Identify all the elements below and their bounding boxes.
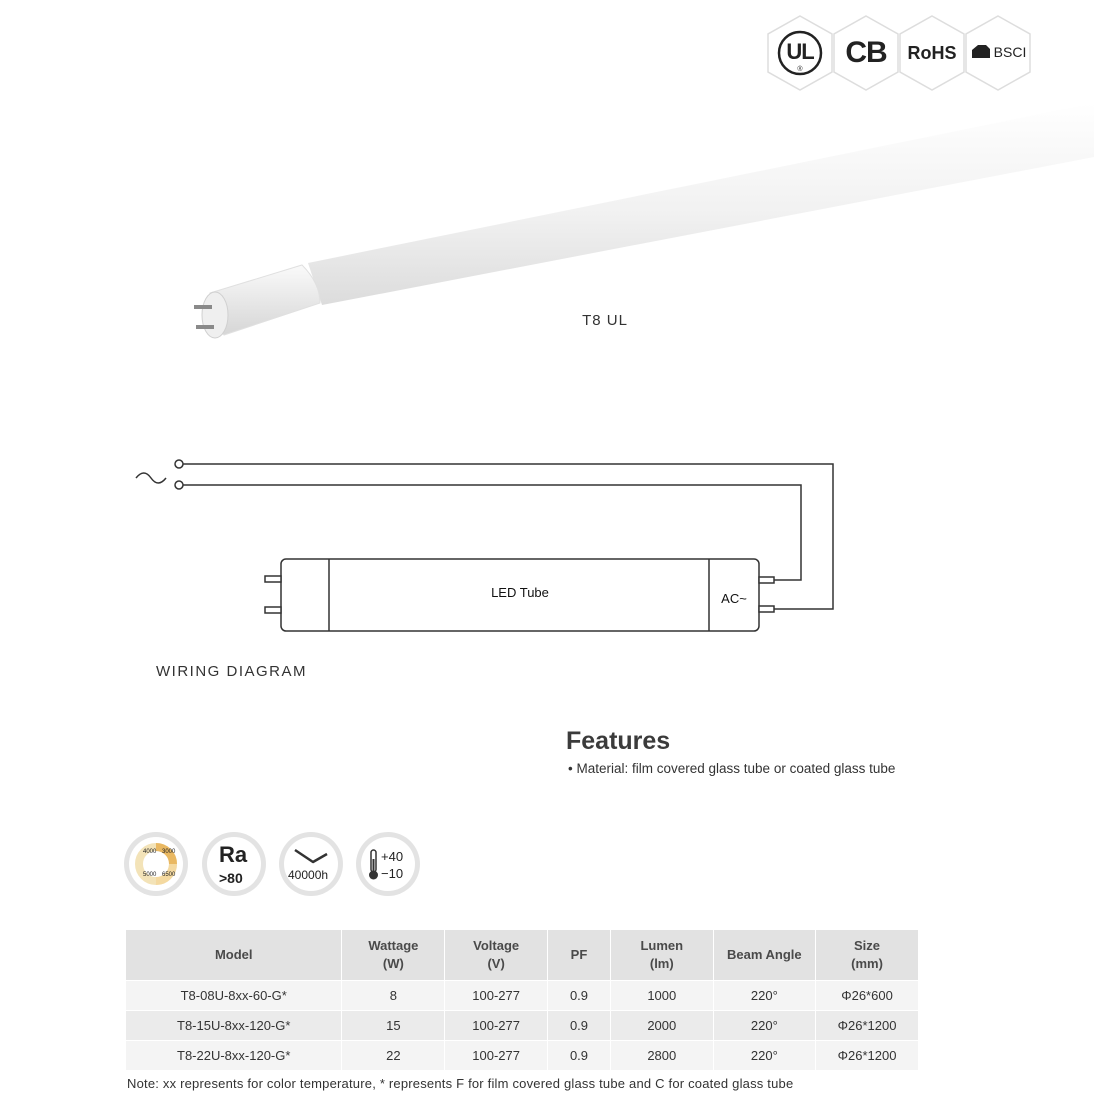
certification-badges: [766, 14, 1032, 94]
tube-pin: [194, 305, 212, 309]
tube-pin: [196, 325, 214, 329]
ac-input-label: AC~: [721, 591, 747, 606]
product-caption: T8 UL: [582, 312, 628, 329]
t8-tube-image: [180, 95, 1094, 345]
cell-pf: 0.9: [547, 981, 610, 1011]
features-list: [568, 761, 895, 776]
table-note: Note: xx represents for color temperature, * represents F for film covered glass tube and C for coated glass tube: [127, 1076, 794, 1091]
cct-value: 5000: [143, 872, 157, 878]
cell-beam-angle: 220°: [713, 1011, 815, 1041]
cb-badge: [832, 14, 900, 92]
wiring-diagram: [120, 440, 850, 650]
cell-wattage: 15: [342, 1011, 445, 1041]
terminal-icon: [175, 481, 183, 489]
col-header-lumen: Lumen (lm): [610, 930, 713, 981]
cell-model: T8-08U-8xx-60-G*: [126, 981, 342, 1011]
col-header-model: Model: [126, 930, 342, 981]
col-header-wattage: Wattage (W): [342, 930, 445, 981]
cct-value: 3000: [162, 849, 176, 855]
cell-model: T8-22U-8xx-120-G*: [126, 1041, 342, 1071]
terminal-icon: [175, 460, 183, 468]
ul-logo-text: UL: [786, 39, 814, 64]
col-header-voltage: Voltage (V): [445, 930, 548, 981]
bsci-logo-text: BSCI: [993, 44, 1027, 60]
lifetime-icon: [279, 832, 343, 896]
ul-badge: [766, 14, 834, 92]
ra-value: >80: [219, 870, 243, 886]
tube-pin: [265, 576, 281, 582]
cell-wattage: 22: [342, 1041, 445, 1071]
cell-beam-angle: 220°: [713, 981, 815, 1011]
col-header-beam-angle: Beam Angle: [713, 930, 815, 981]
cell-voltage: 100-277: [445, 1041, 548, 1071]
table-header-row: [126, 930, 918, 981]
thermometer-icon: [368, 849, 380, 881]
cct-icon: [124, 832, 188, 896]
cb-logo-text: CB: [845, 36, 887, 69]
cell-pf: 0.9: [547, 1041, 610, 1071]
tube-pin: [759, 606, 774, 612]
col-header-pf: PF: [547, 930, 610, 981]
table-row: [126, 1011, 918, 1041]
col-header-size: Size (mm): [816, 930, 918, 981]
ra-symbol: Ra: [219, 842, 248, 867]
ul-registered-mark: ®: [797, 66, 803, 73]
cell-beam-angle: 220°: [713, 1041, 815, 1071]
cell-lumen: 1000: [610, 981, 713, 1011]
table-row: [126, 1041, 918, 1071]
cct-value: 4000: [143, 849, 157, 855]
cell-pf: 0.9: [547, 1011, 610, 1041]
rohs-logo-text: RoHS: [907, 43, 957, 63]
cell-wattage: 8: [342, 981, 445, 1011]
cell-size: Φ26*600: [816, 981, 918, 1011]
cell-lumen: 2800: [610, 1041, 713, 1071]
temperature-icon: [356, 832, 420, 896]
feature-item: • Material: film covered glass tube or coated glass tube: [568, 761, 895, 776]
tube-pin: [265, 607, 281, 613]
wiring-diagram-title: WIRING DIAGRAM: [156, 663, 307, 680]
cct-value: 6500: [162, 872, 176, 878]
cell-size: Φ26*1200: [816, 1041, 918, 1071]
ac-source-icon: [136, 473, 166, 483]
spec-table: [126, 930, 918, 1070]
table-row: [126, 981, 918, 1011]
lifetime-value: 40000h: [288, 868, 329, 882]
features-title: Features: [566, 727, 671, 755]
bsci-badge: [964, 14, 1032, 92]
temp-low-value: −10: [381, 866, 404, 881]
cell-voltage: 100-277: [445, 1011, 548, 1041]
cell-size: Φ26*1200: [816, 1011, 918, 1041]
tube-pin: [759, 577, 774, 583]
ra-icon: [202, 832, 266, 896]
cell-model: T8-15U-8xx-120-G*: [126, 1011, 342, 1041]
rohs-badge: [898, 14, 966, 92]
cell-voltage: 100-277: [445, 981, 548, 1011]
led-tube-label: LED Tube: [491, 585, 549, 600]
temp-high-value: +40: [381, 849, 404, 864]
cell-lumen: 2000: [610, 1011, 713, 1041]
